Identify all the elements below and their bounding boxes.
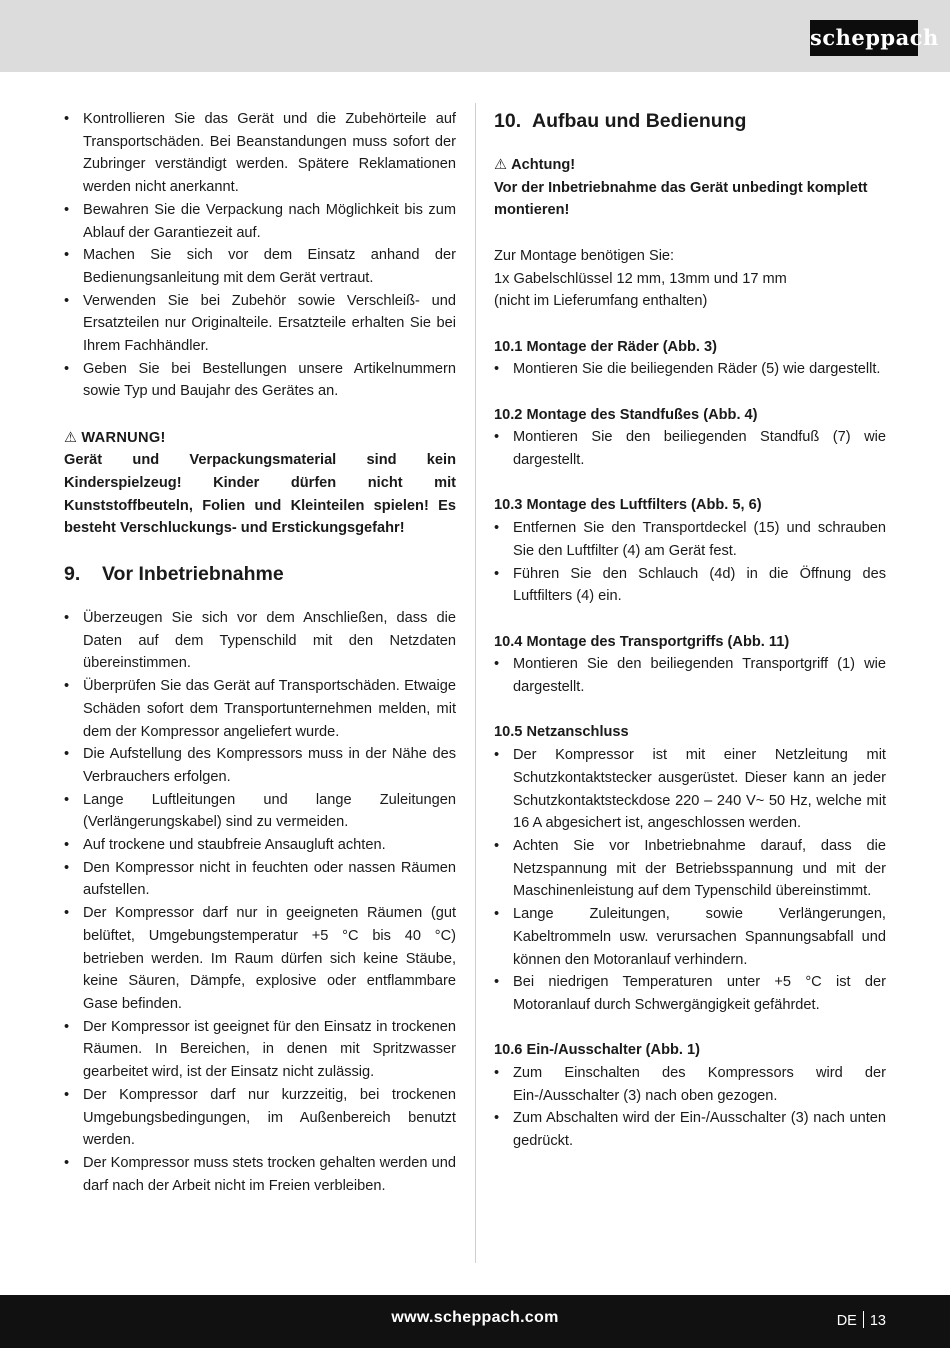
section-title: Aufbau und Bedienung	[532, 110, 747, 132]
subsection-10-5-list	[494, 744, 886, 1016]
section-9-heading	[64, 562, 456, 586]
scheppach-logo: scheppach	[810, 20, 918, 56]
subsection-10-1-list	[494, 358, 886, 381]
section-number: 9.	[64, 563, 81, 586]
warning-title: WARNUNG!	[81, 429, 166, 446]
subsection-10-3-title: 10.3 Montage des Luftfilters (Abb. 5, 6)	[494, 497, 762, 514]
subsection-10-2-title: 10.2 Montage des Standfußes (Abb. 4)	[494, 406, 758, 423]
right-column	[494, 108, 886, 1153]
header-bar	[0, 0, 950, 72]
list-item: • Die Aufstellung des Kompressors muss in der Nähe des Verbrauchers erfolgen.	[64, 743, 456, 788]
list-item: • Zum Abschalten wird der Ein-/Ausschalter (3) nach unten gedrückt.	[494, 1107, 886, 1152]
list-item: • Geben Sie bei Bestellungen unsere Artikelnummern sowie Typ und Baujahr des Gerätes an.	[64, 358, 456, 403]
list-item: • Achten Sie vor Inbetriebnahme darauf, dass die Netzspannung mit der Betriebsspannung und mit der Maschinenleistung auf dem Typenschild übereinstimmt.	[494, 835, 886, 903]
subsection-10-6-title: 10.6 Ein-/Ausschalter (Abb. 1)	[494, 1042, 700, 1059]
list-item: • Bei niedrigen Temperaturen unter +5 °C ist der Motoranlauf durch Schwergängigkeit gefährdet.	[494, 971, 886, 1016]
list-item: • Zum Einschalten des Kompressors wird der Ein-/Ausschalter (3) nach oben gezogen.	[494, 1062, 886, 1107]
section-number: 10.	[494, 110, 522, 132]
list-item: • Montieren Sie den beiliegenden Standfuß (7) wie dargestellt.	[494, 426, 886, 471]
list-item: • Führen Sie den Schlauch (4d) in die Öffnung des Luftfilters (4) ein.	[494, 563, 886, 608]
attention-text: Vor der Inbetriebnahme das Gerät unbedingt komplett montieren!	[494, 179, 868, 219]
page-info	[837, 1311, 886, 1329]
left-column	[64, 108, 456, 1197]
attention-title: Achtung!	[511, 157, 576, 173]
list-item: • Entfernen Sie den Transportdeckel (15) und schrauben Sie den Luftfilter (4) am Gerät fest.	[494, 517, 886, 562]
subsection-10-1-title: 10.1 Montage der Räder (Abb. 3)	[494, 338, 718, 355]
list-item: • Lange Luftleitungen und lange Zuleitungen (Verlängerungskabel) sind zu vermeiden.	[64, 789, 456, 834]
list-item: • Auf trockene und staubfreie Ansaugluft achten.	[64, 834, 456, 857]
section-9-bullet-list	[64, 607, 456, 1197]
list-item: • Der Kompressor muss stets trocken gehalten werden und darf nach der Arbeit nicht im Freien verbleiben.	[64, 1152, 456, 1197]
section-title: Vor Inbetriebnahme	[102, 563, 284, 586]
warning-text: Gerät und Verpackungsmaterial sind kein Kinderspielzeug! Kinder dürfen nicht mit Kunststoffbeuteln, Folien und Kleinteilen spielen! Es besteht Verschluckungs- und Erstickungsgefahr!	[64, 452, 456, 537]
page-separator	[863, 1311, 864, 1328]
subsection-10-3-list	[494, 517, 886, 608]
list-item: • Überzeugen Sie sich vor dem Anschließen, dass die Daten auf dem Typenschild mit den Netzdaten übereinstimmen.	[64, 607, 456, 675]
section-10-heading	[494, 109, 886, 133]
footer-bar	[0, 1295, 950, 1348]
subsection-10-6-list	[494, 1062, 886, 1153]
list-item: • Den Kompressor nicht in feuchten oder nassen Räumen aufstellen.	[64, 857, 456, 902]
subsection-10-2-list	[494, 426, 886, 471]
list-item: • Montieren Sie die beiliegenden Räder (5) wie dargestellt.	[494, 358, 886, 381]
tools-wrench: 1x Gabelschlüssel 12 mm, 13mm und 17 mm	[494, 270, 787, 287]
list-item: • Bewahren Sie die Verpackung nach Möglichkeit bis zum Ablauf der Garantiezeit auf.	[64, 199, 456, 244]
attention-heading	[494, 154, 886, 177]
list-item: • Der Kompressor ist mit einer Netzleitung mit Schutzkontaktstecker ausgerüstet. Dieser kann an jeder Schutzkontaktsteckdose 220 – 240 V~ 50 Hz, welche mit 16 A abgesichert ist, angeschlossen werden.	[494, 744, 886, 835]
list-item: • Überprüfen Sie das Gerät auf Transportschäden. Etwaige Schäden sofort dem Transportunternehmen melden, mit dem der Kompressor angeliefert wurde.	[64, 675, 456, 743]
list-item: • Verwenden Sie bei Zubehör sowie Verschleiß- und Ersatzteilen nur Originalteile. Ersatzteile erhalten Sie bei Ihrem Fachhändler.	[64, 290, 456, 358]
column-divider	[475, 103, 476, 1263]
subsection-10-4-title: 10.4 Montage des Transportgriffs (Abb. 11)	[494, 633, 790, 650]
subsection-10-5-title: 10.5 Netzanschluss	[494, 724, 629, 741]
tools-note: (nicht im Lieferumfang enthalten)	[494, 293, 708, 310]
warning-triangle-icon: ⚠	[494, 157, 508, 173]
warning-triangle-icon: ⚠	[64, 429, 78, 446]
warning-heading	[64, 427, 456, 450]
list-item: • Montieren Sie den beiliegenden Transportgriff (1) wie dargestellt.	[494, 653, 886, 698]
page-number: 13	[869, 1313, 886, 1329]
website-link[interactable]: www.scheppach.com	[391, 1309, 559, 1326]
list-item: • Machen Sie sich vor dem Einsatz anhand der Bedienungsanleitung mit dem Gerät vertraut.	[64, 244, 456, 289]
language-code: DE	[836, 1313, 857, 1329]
subsection-10-4-list	[494, 653, 886, 698]
list-item: • Der Kompressor darf nur kurzzeitig, bei trockenen Umgebungsbedingungen, im Außenbereich benutzt werden.	[64, 1084, 456, 1152]
list-item: • Der Kompressor darf nur in geeigneten Räumen (gut belüftet, Umgebungstemperatur +5 °C bis 40 °C) betrieben werden. Im Raum dürfen sich keine Stäube, keine Säuren, Dämpfe, explosive oder entflammbare Gase befinden.	[64, 902, 456, 1016]
intro-bullet-list	[64, 108, 456, 403]
tools-intro: Zur Montage benötigen Sie:	[494, 247, 675, 264]
list-item: • Kontrollieren Sie das Gerät und die Zubehörteile auf Transportschäden. Bei Beanstandungen muss sofort der Zubringer verständigt werden. Spätere Reklamationen werden nicht anerkannt.	[64, 108, 456, 199]
list-item: • Der Kompressor ist geeignet für den Einsatz in trockenen Räumen. In Bereichen, in denen mit Spritzwasser gearbeitet wird, ist der Einsatz nicht zulässig.	[64, 1016, 456, 1084]
list-item: • Lange Zuleitungen, sowie Verlängerungen, Kabeltrommeln usw. verursachen Spannungsabfall und können den Motoranlauf verhindern.	[494, 903, 886, 971]
